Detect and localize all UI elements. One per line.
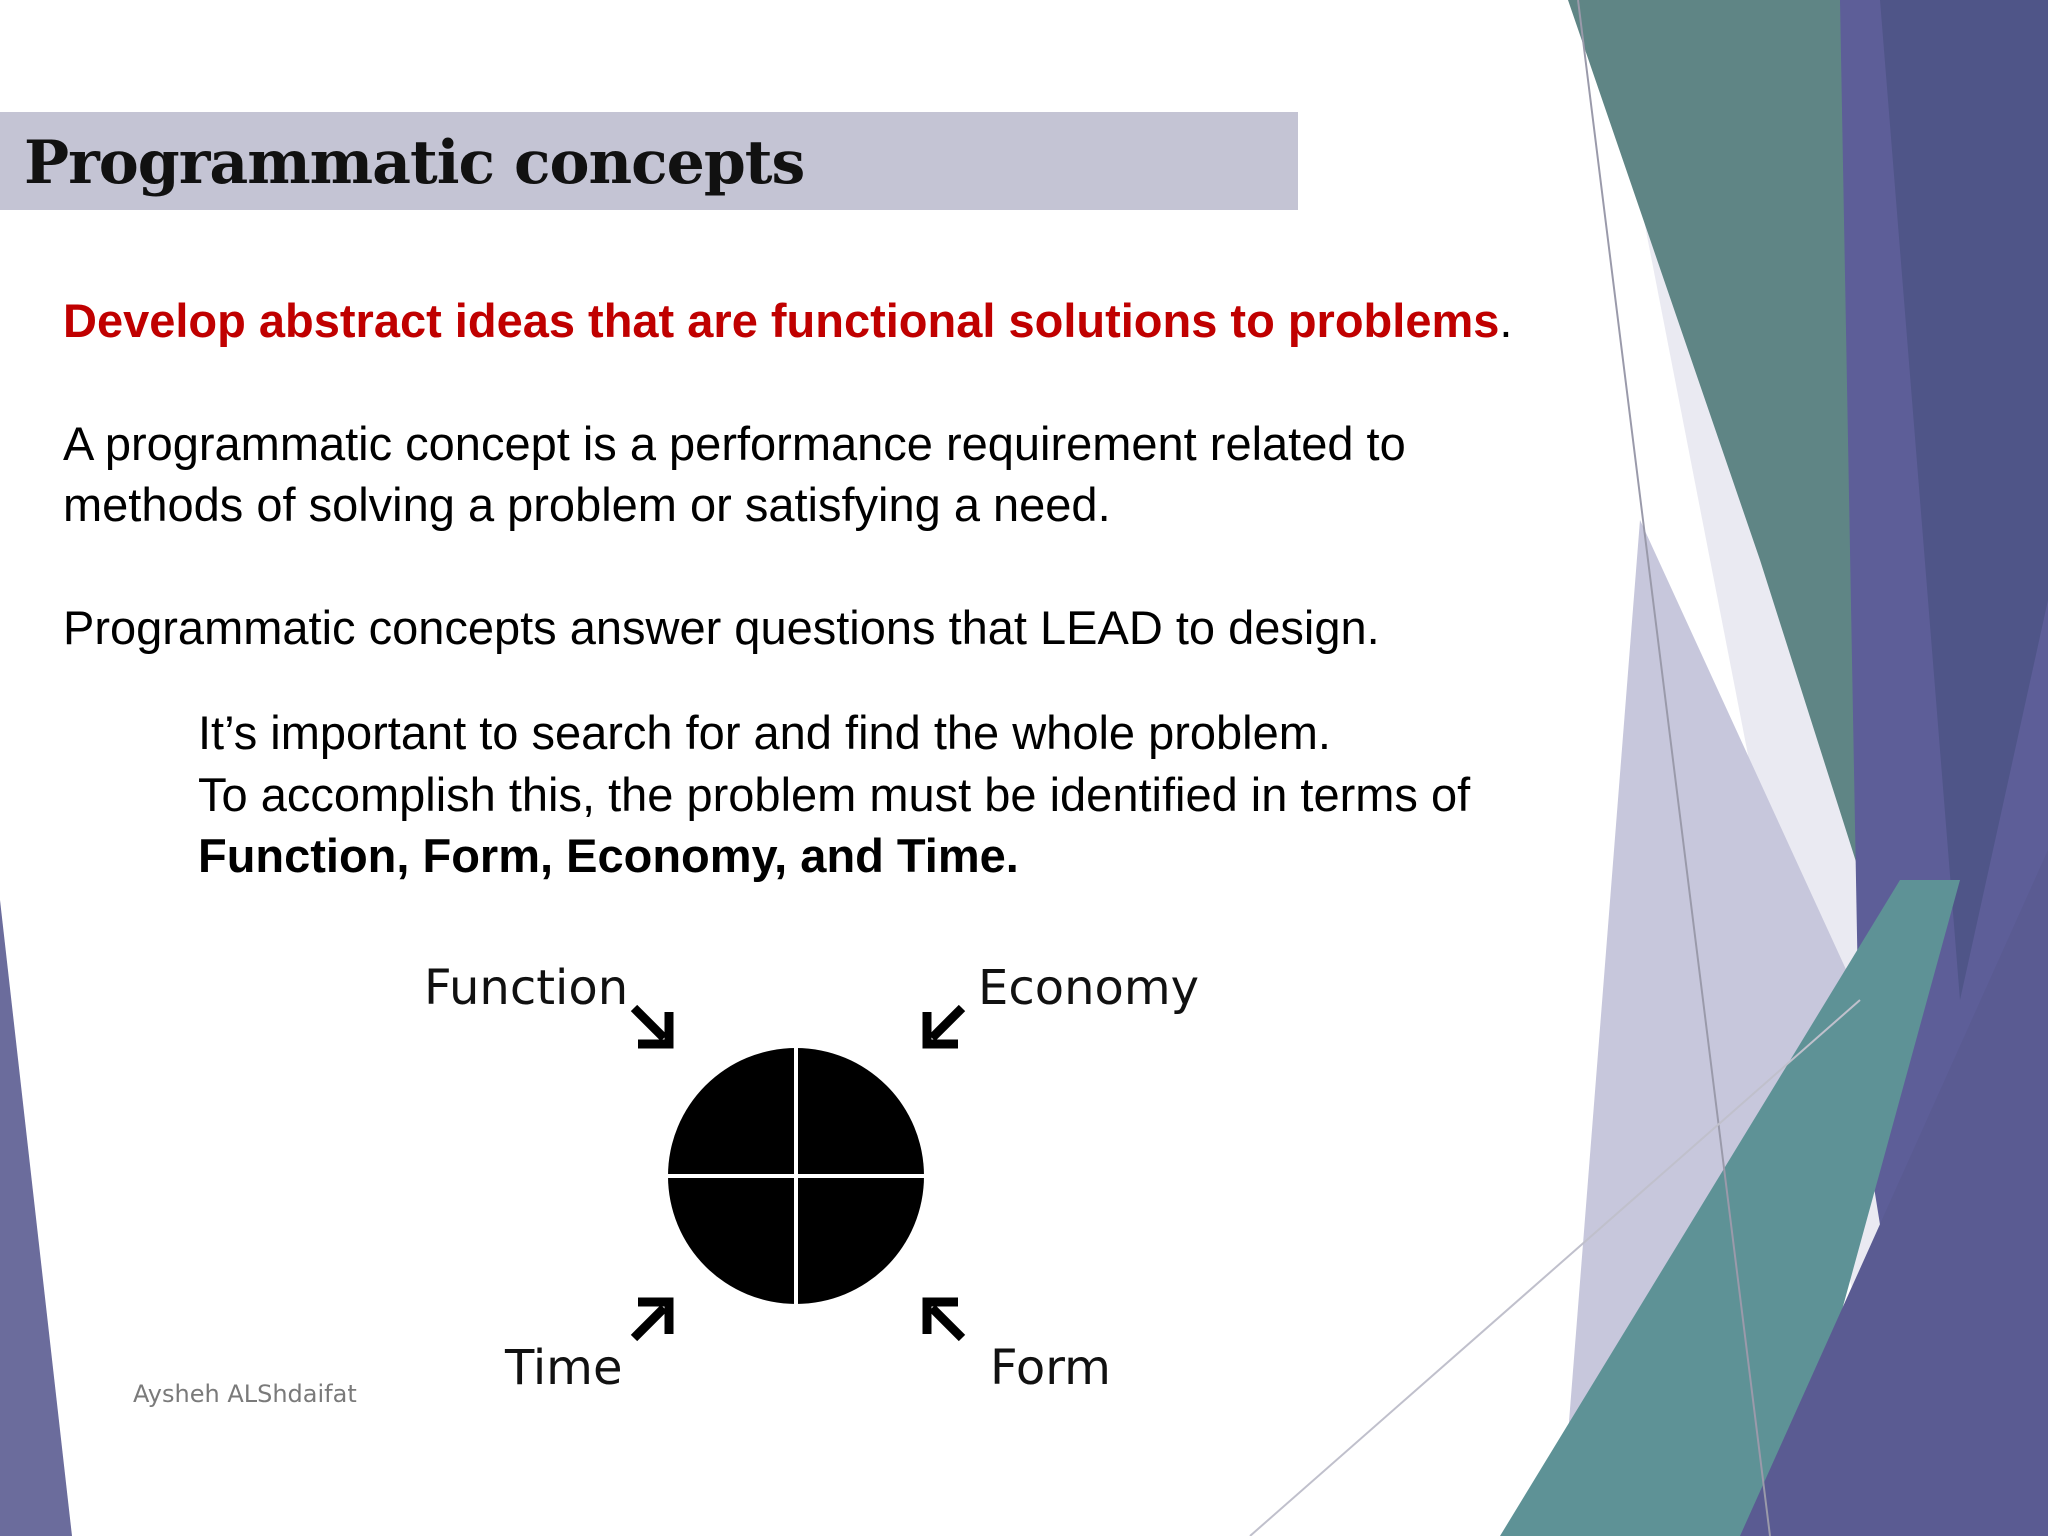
paragraph-2: Programmatic concepts answer questions that LEAD to design. — [63, 601, 1380, 654]
paragraph-1-line-1: A programmatic concept is a performance requirement related to — [63, 417, 1406, 470]
paragraph-1-line-2: methods of solving a problem or satisfying a need. — [63, 478, 1111, 531]
indented-line-2: To accomplish this, the problem must be identified in terms of — [198, 768, 1471, 821]
label-time: Time — [505, 1340, 623, 1396]
indented-line-3: Function, Form, Economy, and Time. — [198, 829, 1019, 882]
arrow-form-icon — [927, 1302, 962, 1338]
headline-period: . — [1499, 294, 1513, 347]
slide-title: Programmatic concepts — [24, 128, 805, 198]
arrow-time-icon — [634, 1302, 669, 1338]
indented-line-1: It’s important to search for and find the whole problem. — [198, 706, 1331, 759]
label-function: Function — [424, 960, 629, 1016]
label-economy: Economy — [978, 960, 1200, 1016]
headline: Develop abstract ideas that are functional solutions to problems — [63, 294, 1500, 347]
arrow-economy-icon — [927, 1008, 962, 1044]
label-form: Form — [990, 1340, 1111, 1396]
arrow-function-icon — [634, 1008, 669, 1044]
footer-author: Aysheh ALShdaifat — [133, 1380, 357, 1408]
